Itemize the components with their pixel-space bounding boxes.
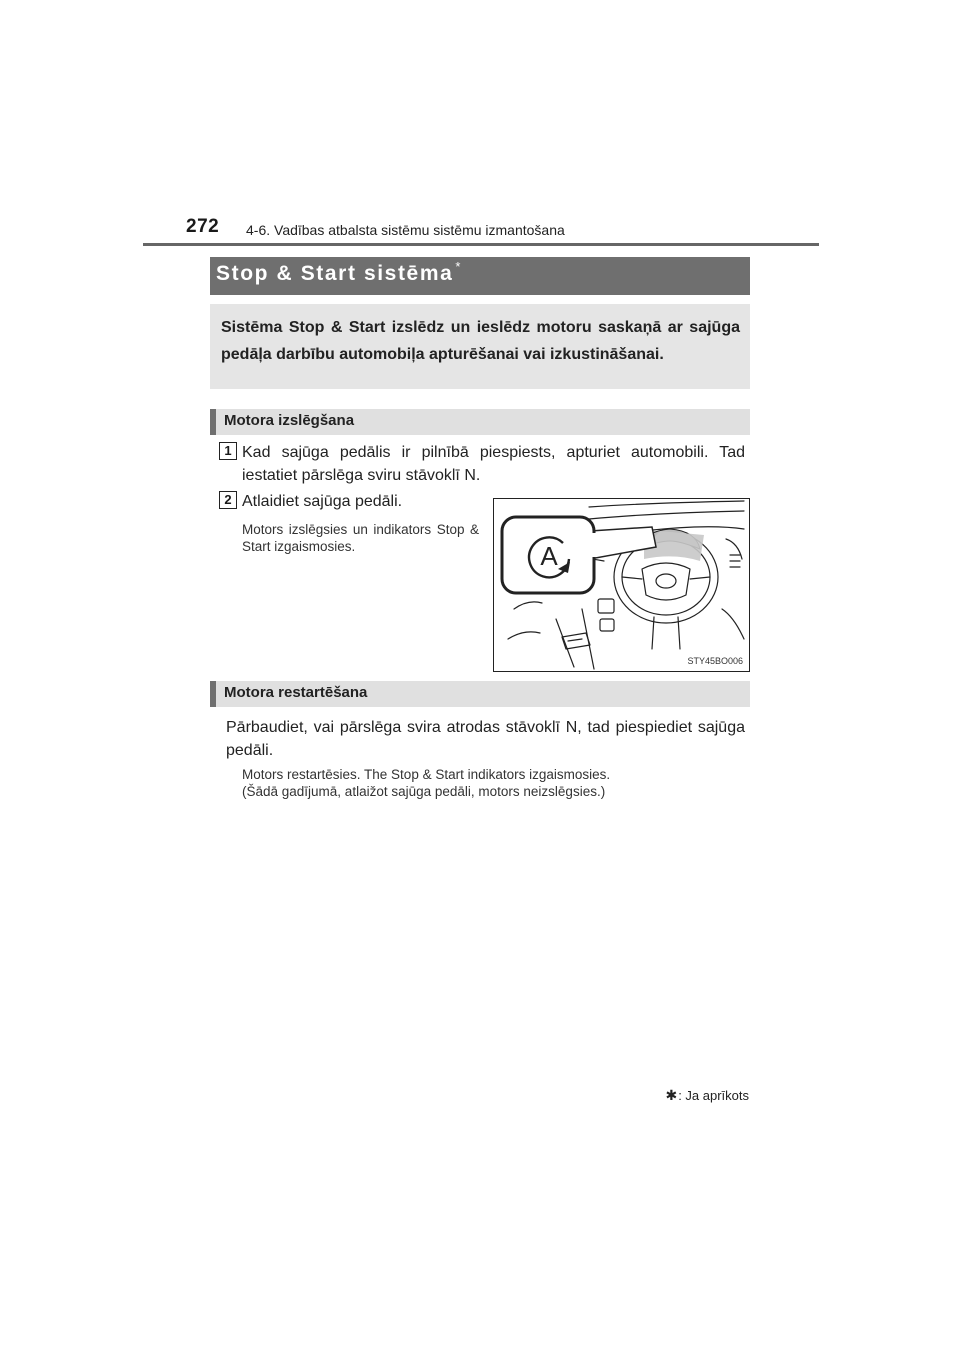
dashboard-illustration	[494, 499, 749, 671]
running-head: 4-6. Vadības atbalsta sistēmu sistēmu izmantošana	[246, 222, 565, 238]
header-rule	[143, 243, 819, 246]
restart-text: Pārbaudiet, vai pārslēga svira atrodas stāvoklī N, tad piespiediet sajūga pedāli.	[226, 719, 745, 759]
section-heading-restart: Motora restartēšana	[224, 684, 368, 701]
step-badge-1: 1	[219, 442, 237, 460]
figure-code: STY45BO006	[687, 656, 743, 666]
callout-letter: A	[540, 541, 558, 571]
section-heading-stop: Motora izslēgšana	[224, 412, 355, 429]
step-text-1: Kad sajūga pedālis ir pilnībā piespiests, apturiet automobili. Tad iestatiet pārslēga sviru stāvoklī N.	[242, 444, 745, 484]
title-asterisk: *	[455, 259, 463, 274]
page-number: 272	[186, 216, 220, 237]
asterisk-icon: ✱	[665, 1087, 678, 1103]
step-text-2: Atlaidiet sajūga pedāli.	[242, 493, 403, 510]
step-badge-2: 2	[219, 491, 237, 509]
dashboard-figure	[493, 498, 750, 672]
page-title-text: Stop & Start sistēma	[216, 262, 454, 285]
page-title	[216, 259, 463, 286]
restart-note-line2: (Šādā gadījumā, atlaižot sajūga pedāli, motors neizslēgsies.)	[242, 784, 606, 799]
step-note-2: Motors izslēgsies un indikators Stop & Start izgaismosies.	[242, 522, 479, 554]
intro-text: Sistēma Stop & Start izslēdz un ieslēdz motoru saskaņā ar sajūga pedāļa darbību automobiļa apturēšanai vai izkustināšanai.	[221, 319, 740, 363]
restart-note-line1: Motors restartēsies. The Stop & Start indikators izgaismosies.	[242, 767, 611, 782]
footnote-text: : Ja aprīkots	[678, 1088, 749, 1103]
footnote	[665, 1087, 749, 1104]
